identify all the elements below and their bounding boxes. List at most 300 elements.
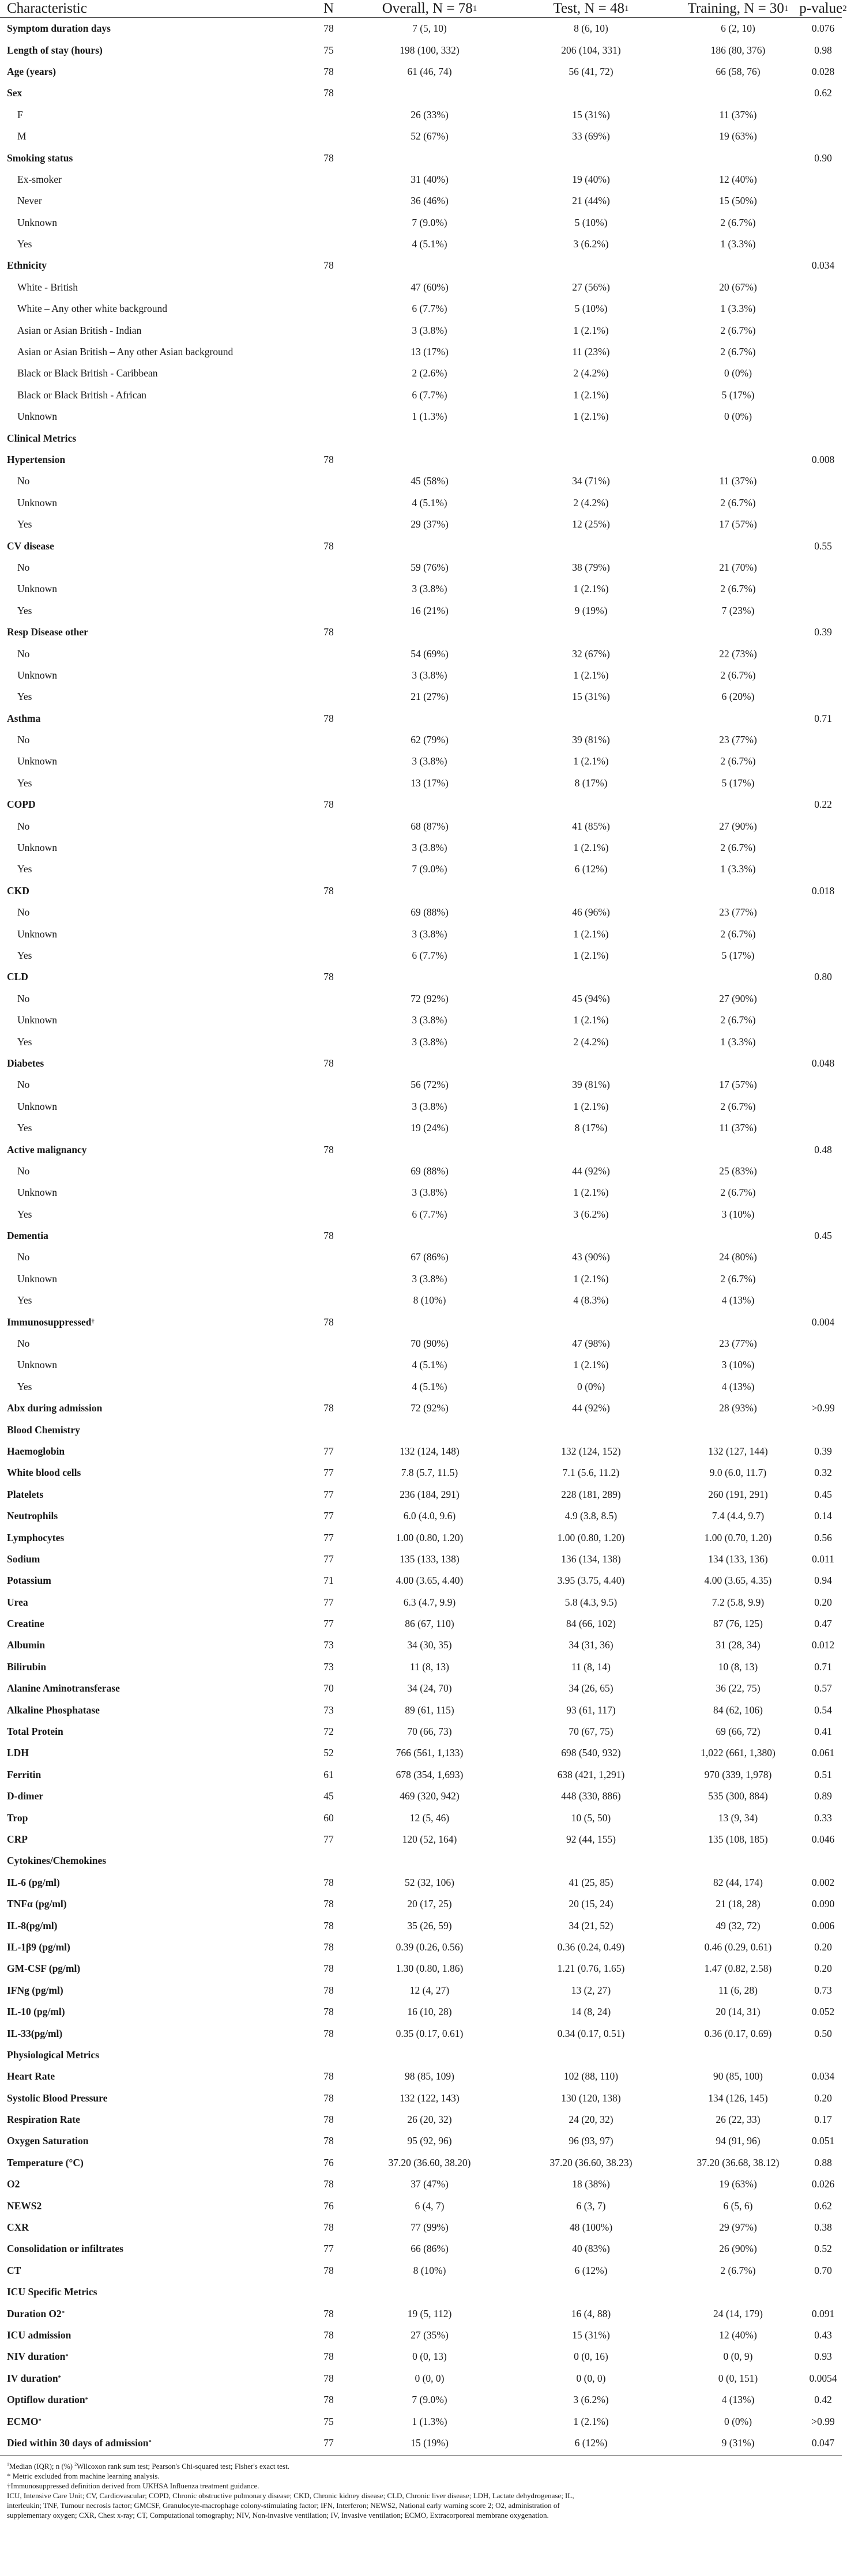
row-overall: 4 (5.1%) <box>412 238 447 250</box>
row-overall: 72 (92%) <box>411 992 449 1004</box>
row-n: 77 <box>323 1618 334 1630</box>
row-test: 0.34 (0.17, 0.51) <box>557 2027 625 2039</box>
row-pvalue <box>804 1290 842 1311</box>
row-n <box>311 923 346 944</box>
row-n: 78 <box>323 884 334 897</box>
row-test: 8 (17%) <box>574 1122 608 1134</box>
row-pvalue: 0.17 <box>814 2114 832 2126</box>
table-row <box>0 1742 842 1764</box>
row-characteristic: F <box>17 108 23 120</box>
row-characteristic: No <box>17 647 30 660</box>
row-characteristic: Symptom duration days <box>7 22 111 35</box>
row-test <box>513 1225 669 1246</box>
row-n <box>311 190 346 212</box>
row-training: 17 (57%) <box>719 518 757 530</box>
row-overall <box>346 449 513 470</box>
table-row <box>0 1872 842 1893</box>
row-n <box>311 858 346 880</box>
row-pvalue: 0.47 <box>814 1618 832 1630</box>
row-overall: 3 (3.8%) <box>412 1035 447 1048</box>
row-n: 78 <box>323 87 334 99</box>
row-overall: 59 (76%) <box>411 561 449 573</box>
row-overall: 47 (60%) <box>411 281 449 293</box>
row-n: 77 <box>323 1445 334 1457</box>
table-row <box>0 470 842 492</box>
row-test: 7.1 (5.6, 11.2) <box>562 1467 620 1479</box>
row-characteristic: Unknown <box>17 216 58 228</box>
row-characteristic: Duration O2 * <box>7 2307 65 2319</box>
row-characteristic: ICU Specific Metrics <box>7 2286 97 2298</box>
row-test: 206 (104, 331) <box>561 44 621 56</box>
table-row <box>0 1333 842 1354</box>
table-row <box>0 1807 842 1828</box>
row-n: 78 <box>323 2006 334 2018</box>
table-row <box>0 794 842 815</box>
table-row <box>0 966 842 988</box>
row-n <box>311 406 346 427</box>
row-pvalue <box>804 557 842 578</box>
row-n: 76 <box>323 2200 334 2212</box>
row-pvalue: 0.20 <box>814 1596 832 1608</box>
row-test: 1 (2.1%) <box>573 1272 609 1285</box>
row-training: 7 (23%) <box>721 604 755 616</box>
row-training: 37.20 (36.68, 38.12) <box>697 2156 780 2168</box>
row-training: 24 (80%) <box>719 1251 757 1263</box>
row-training: 84 (62, 106) <box>713 1704 763 1716</box>
table-row <box>0 1721 842 1742</box>
row-characteristic: Yes <box>17 1035 32 1048</box>
row-test: 20 (15, 24) <box>569 1898 613 1910</box>
row-pvalue <box>804 578 842 600</box>
row-pvalue <box>804 815 842 837</box>
row-characteristic: CXR <box>7 2221 29 2234</box>
row-characteristic: Yes <box>17 777 32 789</box>
row-n: 52 <box>323 1747 334 1759</box>
row-pvalue <box>804 643 842 664</box>
table-row <box>0 1937 842 1958</box>
row-n: 77 <box>323 2436 334 2449</box>
row-n: 78 <box>323 259 334 272</box>
row-overall: 1.00 (0.80, 1.20) <box>396 1531 464 1543</box>
row-n <box>311 1246 346 1268</box>
row-training: 2 (6.7%) <box>720 216 756 228</box>
row-pvalue <box>804 1161 842 1182</box>
row-characteristic: Cytokines/Chemokines <box>7 1855 107 1867</box>
row-overall: 45 (58%) <box>411 475 449 487</box>
row-overall <box>346 427 513 449</box>
row-test: 46 (96%) <box>572 906 610 918</box>
row-test: 32 (67%) <box>572 647 610 660</box>
row-pvalue: 0.54 <box>814 1704 832 1716</box>
row-n: 78 <box>323 2394 334 2406</box>
row-overall: 19 (5, 112) <box>407 2307 452 2319</box>
row-training: 94 (91, 96) <box>716 2135 761 2147</box>
row-n <box>311 665 346 686</box>
row-n: 78 <box>323 2221 334 2234</box>
row-n: 78 <box>323 2070 334 2082</box>
row-pvalue: 0.034 <box>811 2070 835 2082</box>
row-test: 6 (3, 7) <box>576 2200 606 2212</box>
row-n <box>311 815 346 837</box>
row-characteristic: Potassium <box>7 1575 51 1587</box>
row-n <box>311 1268 346 1290</box>
row-training: 6 (2, 10) <box>721 22 755 35</box>
row-pvalue <box>804 1268 842 1290</box>
row-pvalue: 0.80 <box>814 971 832 983</box>
row-pvalue: 0.028 <box>811 65 835 77</box>
table-row <box>0 298 842 319</box>
row-characteristic: Black or Black British - Caribbean <box>17 367 158 379</box>
table-row <box>0 1117 842 1139</box>
row-overall: 89 (61, 115) <box>405 1704 454 1716</box>
row-characteristic: Blood Chemistry <box>7 1423 80 1436</box>
row-overall <box>346 1311 513 1332</box>
row-overall: 69 (88%) <box>411 906 449 918</box>
row-characteristic: Optiflow duration * <box>7 2394 88 2406</box>
row-overall: 72 (92%) <box>411 1402 449 1414</box>
row-pvalue: 0.45 <box>814 1230 832 1242</box>
row-overall <box>346 622 513 643</box>
row-pvalue: 0.39 <box>814 1445 832 1457</box>
row-n: 71 <box>323 1575 334 1587</box>
row-test <box>513 1419 669 1440</box>
row-overall: 132 (122, 143) <box>400 2092 460 2104</box>
row-test: 34 (31, 36) <box>569 1639 613 1651</box>
row-training: 11 (6, 28) <box>718 1984 758 1996</box>
row-n: 61 <box>323 1768 334 1780</box>
row-pvalue <box>804 169 842 190</box>
row-overall: 1 (1.3%) <box>412 2415 447 2427</box>
table-row <box>0 2346 842 2367</box>
table-row <box>0 1074 842 1095</box>
row-training: 23 (77%) <box>719 1338 757 1350</box>
row-characteristic: Heart Rate <box>7 2070 55 2082</box>
row-pvalue <box>804 773 842 794</box>
row-n <box>311 902 346 923</box>
row-training: 5 (17%) <box>721 389 755 401</box>
row-overall: 95 (92, 96) <box>407 2135 452 2147</box>
row-test: 33 (69%) <box>572 130 610 142</box>
row-n <box>311 1096 346 1117</box>
table-row <box>0 751 842 772</box>
table-row <box>0 1915 842 1936</box>
table-row <box>0 837 842 858</box>
row-pvalue <box>804 751 842 772</box>
row-test: 3 (6.2%) <box>573 1208 609 1220</box>
table-row <box>0 858 842 880</box>
row-test: 14 (8, 24) <box>571 2006 611 2018</box>
row-pvalue <box>804 298 842 319</box>
table-row <box>0 2368 842 2389</box>
row-overall: 4.00 (3.65, 4.40) <box>396 1575 464 1587</box>
row-training: 87 (76, 125) <box>713 1618 763 1630</box>
table-row <box>0 923 842 944</box>
row-training: 25 (83%) <box>719 1165 757 1177</box>
row-training: 2 (6.7%) <box>720 1100 756 1112</box>
row-n: 77 <box>323 1488 334 1500</box>
row-pvalue: 0.22 <box>814 799 832 811</box>
row-characteristic: Urea <box>7 1596 28 1608</box>
row-overall: 4 (5.1%) <box>412 1380 447 1392</box>
row-pvalue: 0.39 <box>814 626 832 638</box>
row-test: 3.95 (3.75, 4.40) <box>557 1575 625 1587</box>
row-overall <box>346 82 513 104</box>
row-overall: 3 (3.8%) <box>412 842 447 854</box>
table-row <box>0 2066 842 2087</box>
row-characteristic: No <box>17 992 30 1004</box>
row-pvalue: 0.98 <box>814 44 832 56</box>
row-overall: 7.8 (5.7, 11.5) <box>401 1467 458 1479</box>
table-row <box>0 1678 842 1699</box>
row-training: 29 (97%) <box>719 2221 757 2234</box>
row-test: 0 (0, 16) <box>574 2351 608 2363</box>
row-pvalue <box>804 1203 842 1225</box>
row-characteristic: Respiration Rate <box>7 2114 80 2126</box>
table-row <box>0 1893 842 1915</box>
row-n <box>311 773 346 794</box>
row-characteristic: Yes <box>17 518 32 530</box>
row-n: 78 <box>323 152 334 164</box>
table-row <box>0 514 842 535</box>
row-test: 24 (20, 32) <box>569 2114 613 2126</box>
row-characteristic: NIV duration * <box>7 2351 69 2363</box>
row-overall: 69 (88%) <box>411 1165 449 1177</box>
row-pvalue: 0.004 <box>811 1316 835 1328</box>
row-n <box>311 492 346 514</box>
row-pvalue <box>804 988 842 1010</box>
row-test: 448 (330, 886) <box>561 1790 621 1802</box>
row-training <box>669 255 807 276</box>
row-training: 28 (93%) <box>719 1402 757 1414</box>
row-n <box>311 643 346 664</box>
row-training: 19 (63%) <box>719 2178 757 2190</box>
row-test: 228 (181, 289) <box>561 1488 621 1500</box>
row-test: 2 (4.2%) <box>573 496 609 509</box>
row-characteristic: Abx during admission <box>7 1402 103 1414</box>
row-test: 1.00 (0.80, 1.20) <box>557 1531 625 1543</box>
row-training: 535 (300, 884) <box>708 1790 768 1802</box>
table-row <box>0 600 842 622</box>
row-training: 49 (32, 72) <box>716 1919 761 1931</box>
row-test: 6 (12%) <box>574 863 608 875</box>
row-pvalue <box>804 837 842 858</box>
row-pvalue: 0.14 <box>814 1510 832 1522</box>
row-characteristic: GM-CSF (pg/ml) <box>7 1963 81 1975</box>
row-overall: 62 (79%) <box>411 734 449 746</box>
row-n: 78 <box>323 2329 334 2341</box>
row-n <box>311 1376 346 1398</box>
row-characteristic: Ethnicity <box>7 259 47 272</box>
row-test <box>513 1053 669 1074</box>
row-overall: 13 (17%) <box>411 777 449 789</box>
row-characteristic: No <box>17 820 30 832</box>
table-row <box>0 2023 842 2044</box>
row-n <box>311 514 346 535</box>
table-row <box>0 1441 842 1462</box>
row-test: 1 (2.1%) <box>573 1359 609 1371</box>
row-training: 2 (6.7%) <box>720 1187 756 1199</box>
row-training <box>669 82 807 104</box>
row-overall <box>346 1419 513 1440</box>
row-characteristic: Resp Disease other <box>7 626 88 638</box>
row-n <box>311 988 346 1010</box>
row-n: 78 <box>323 1898 334 1910</box>
table-row <box>0 319 842 341</box>
row-characteristic: Yes <box>17 604 32 616</box>
row-training: 2 (6.7%) <box>720 1014 756 1026</box>
row-n: 60 <box>323 1812 334 1824</box>
row-test: 698 (540, 932) <box>561 1747 621 1759</box>
table-row <box>0 492 842 514</box>
row-training: 21 (18, 28) <box>716 1898 761 1910</box>
row-overall: 86 (67, 110) <box>405 1618 454 1630</box>
row-pvalue <box>804 104 842 126</box>
row-test: 44 (92%) <box>572 1165 610 1177</box>
row-training: 20 (14, 31) <box>716 2006 761 2018</box>
row-overall: 236 (184, 291) <box>400 1488 460 1500</box>
row-test <box>513 1311 669 1332</box>
row-n: 78 <box>323 1057 334 1069</box>
row-n: 78 <box>323 1919 334 1931</box>
row-overall: 12 (5, 46) <box>409 1812 450 1824</box>
table-row <box>0 147 842 168</box>
table-row <box>0 535 842 556</box>
row-n <box>311 427 346 449</box>
row-pvalue: 0.93 <box>814 2351 832 2363</box>
row-test: 2 (4.2%) <box>573 367 609 379</box>
table-row <box>0 773 842 794</box>
row-test: 1 (2.1%) <box>573 755 609 767</box>
row-characteristic: Age (years) <box>7 65 57 77</box>
row-pvalue <box>804 1419 842 1440</box>
row-training: 82 (44, 174) <box>713 1876 763 1888</box>
table-row <box>0 1419 842 1440</box>
row-pvalue <box>804 385 842 406</box>
row-n <box>311 600 346 622</box>
row-n <box>311 212 346 234</box>
row-characteristic: Active malignancy <box>7 1143 87 1155</box>
row-overall: 70 (66, 73) <box>407 1726 452 1738</box>
row-test: 102 (88, 110) <box>563 2070 619 2082</box>
row-n: 78 <box>323 65 334 77</box>
row-characteristic: No <box>17 734 30 746</box>
row-pvalue: 0.57 <box>814 1682 832 1694</box>
table-row <box>0 1031 842 1052</box>
table-row <box>0 1980 842 2001</box>
row-pvalue: 0.41 <box>814 1726 832 1738</box>
row-test: 34 (71%) <box>572 475 610 487</box>
row-test: 4.9 (3.8, 8.5) <box>564 1510 618 1522</box>
row-overall <box>346 1139 513 1160</box>
row-characteristic: Unknown <box>17 1187 58 1199</box>
row-training: 11 (37%) <box>719 1122 757 1134</box>
row-characteristic: Unknown <box>17 496 58 509</box>
row-test: 40 (83%) <box>572 2243 610 2255</box>
row-test: 3 (6.2%) <box>573 2394 609 2406</box>
row-test: 5 (10%) <box>574 303 608 315</box>
table-row <box>0 2130 842 2152</box>
row-pvalue: 0.046 <box>811 1833 835 1845</box>
row-pvalue <box>804 1117 842 1139</box>
row-overall: 3 (3.8%) <box>412 928 447 940</box>
row-overall: 26 (33%) <box>411 108 449 120</box>
row-overall: 0 (0, 0) <box>415 2372 445 2384</box>
row-overall: 19 (24%) <box>411 1122 449 1134</box>
row-test: 1 (2.1%) <box>573 928 609 940</box>
row-training: 7.2 (5.8, 9.9) <box>712 1596 765 1608</box>
row-overall: 68 (87%) <box>411 820 449 832</box>
row-training: 3 (10%) <box>721 1359 755 1371</box>
table-row <box>0 2152 842 2174</box>
table-row <box>0 18 842 39</box>
row-characteristic: Unknown <box>17 583 58 595</box>
row-n <box>311 298 346 319</box>
row-n <box>311 1117 346 1139</box>
row-training: 0 (0, 151) <box>718 2372 758 2384</box>
row-overall: 7 (9.0%) <box>412 2394 447 2406</box>
row-characteristic: ECMO * <box>7 2415 42 2427</box>
row-pvalue <box>804 1246 842 1268</box>
row-n: 78 <box>323 971 334 983</box>
row-overall: 77 (99%) <box>411 2221 449 2234</box>
table-row <box>0 1096 842 1117</box>
row-test: 1 (2.1%) <box>573 324 609 336</box>
table-row <box>0 1958 842 1979</box>
row-overall: 12 (4, 27) <box>409 1984 450 1996</box>
row-training <box>669 794 807 815</box>
row-test: 6 (12%) <box>574 2436 608 2449</box>
table-row <box>0 2432 842 2454</box>
row-training: 2 (6.7%) <box>720 324 756 336</box>
row-characteristic: No <box>17 1079 30 1091</box>
row-overall: 6 (7.7%) <box>412 949 447 961</box>
row-test: 1 (2.1%) <box>573 583 609 595</box>
row-training <box>669 1311 807 1332</box>
row-overall: 35 (26, 59) <box>407 1919 452 1931</box>
row-characteristic: Ferritin <box>7 1768 42 1780</box>
row-training: 2 (6.7%) <box>720 346 756 358</box>
table-row <box>0 1290 842 1311</box>
row-training: 970 (339, 1,978) <box>704 1768 772 1780</box>
row-n: 78 <box>323 1941 334 1953</box>
row-n: 78 <box>323 1876 334 1888</box>
row-overall: 766 (561, 1,133) <box>396 1747 464 1759</box>
row-n: 78 <box>323 2351 334 2363</box>
row-characteristic: M <box>17 130 27 142</box>
row-training: 23 (77%) <box>719 734 757 746</box>
table-row <box>0 2281 842 2303</box>
row-overall: 3 (3.8%) <box>412 669 447 681</box>
row-training: 12 (40%) <box>719 173 757 185</box>
row-n: 78 <box>323 799 334 811</box>
row-overall: 0 (0, 13) <box>412 2351 447 2363</box>
row-overall: 6 (4, 7) <box>415 2200 445 2212</box>
row-pvalue: 0.018 <box>811 884 835 897</box>
row-n: 73 <box>323 1704 334 1716</box>
table-row <box>0 1635 842 1656</box>
row-n <box>311 578 346 600</box>
row-overall: 52 (67%) <box>411 130 449 142</box>
row-overall <box>346 1053 513 1074</box>
row-test: 70 (67, 75) <box>569 1726 613 1738</box>
row-training: 0.36 (0.17, 0.69) <box>704 2027 772 2039</box>
row-training: 9.0 (6.0, 11.7) <box>709 1467 767 1479</box>
row-pvalue: 0.076 <box>811 22 835 35</box>
row-pvalue <box>804 665 842 686</box>
row-pvalue: 0.33 <box>814 1812 832 1824</box>
row-pvalue <box>804 1096 842 1117</box>
table-row <box>0 708 842 729</box>
